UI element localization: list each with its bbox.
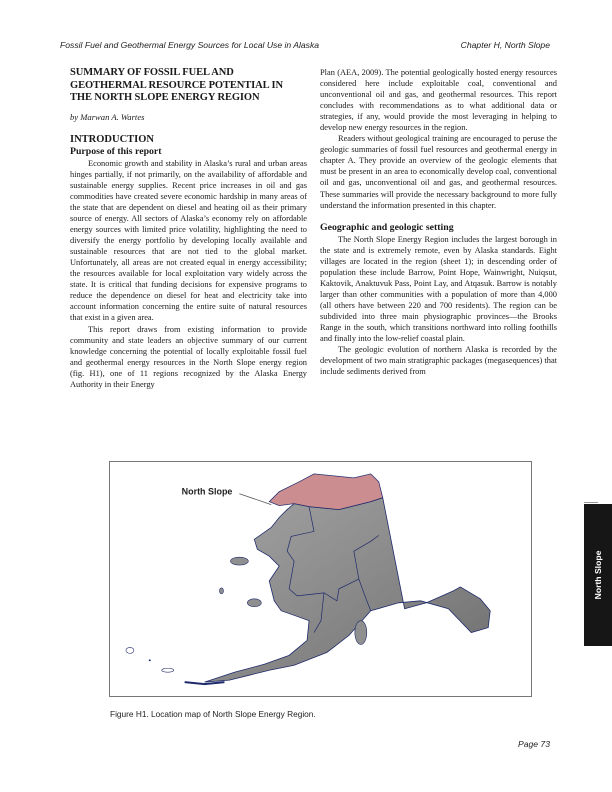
left-column — [70, 67, 307, 390]
paragraph-continued: Plan (AEA, 2009). The potential geologically hosted energy resources considered here include exploitable coal, conventional and unconventional oil and gas, and geothermal resources. This report concludes with recommendations as to what additional data or strategies, if any, would provide the most leveraging in helping to develop new energy resources in the region. — [320, 68, 557, 133]
chapter-side-tab — [584, 504, 612, 646]
article-title: SUMMARY OF FOSSIL FUEL AND GEOTHERMAL RESOURCE POTENTIAL IN THE NORTH SLOPE ENERGY REGION — [70, 67, 283, 104]
side-tab-rule — [584, 502, 598, 503]
figure-caption: Figure H1. Location map of North Slope Energy Region. — [110, 709, 316, 719]
paragraph: The North Slope Energy Region includes the largest borough in the state and is extremely remote, even by Alaska standards. Eight villages are located in the region (sheet 1); in descending order of population these include Barrow, Point Hope, Wainwright, Nuiqsut, Kaktovik, Anaktuvuk Pass, Point Lay, and Atqasuk. Barrow is notably larger than other communities with a population of more than 4,000 (all others have between 220 and 700 residents). The region can be subdivided into three main physiographic provinces—the Brooks Range in the south, which transitions northward into rolling foothills and finally into the low-relief coastal plain. — [320, 234, 557, 344]
right-column — [320, 67, 557, 377]
location-map-figure — [109, 461, 532, 697]
running-header-title: Fossil Fuel and Geothermal Energy Sources for Local Use in Alaska — [60, 40, 320, 50]
subsection-heading-geographic-setting: Geographic and geologic setting — [320, 221, 454, 233]
alaska-mainland — [205, 498, 491, 682]
running-header-chapter: Chapter H, North Slope — [460, 40, 550, 50]
side-tab-label: North Slope — [593, 550, 603, 600]
running-header — [60, 40, 550, 54]
subsection-heading-purpose: Purpose of this report — [70, 145, 162, 157]
page-number: Page 73 — [517, 739, 550, 749]
section-heading-introduction: INTRODUCTION — [70, 133, 155, 145]
alaska-map — [110, 462, 531, 696]
paragraph: Readers without geological training are encouraged to peruse the geologic summaries of fossil fuel resources and geothermal energy in chapter A. They provide an overview of the geologic elements that must be present in an area to economically develop coal, conventional oil and gas, unconventional oil and gas, and geothermal resources. These summaries will provide the necessary background to more fully understand the information presented in this chapter. — [320, 134, 557, 210]
paragraph: Economic growth and stability in Alaska’s rural and urban areas hinges partially, if not primarily, on the availability of affordable and sustainable energy supplies. Recent price increases in oil and gas commodities have created severe economic hardship in many areas of the state that are dependent on diesel and heating oil as their primary source of energy. All sectors of Alaska’s economy rely on affordable energy sources with limited price volatility, highlighting the need to diversify the energy portfolio by developing locally available and sustainable resources that are not tied to the global market. Unfortunately, all areas are not created equal in energy accessibility; the resources available for local exploitation vary widely across the state. It is critical that funding decisions for expensive programs to reduce the dependence on diesel for heat and electricity take into account information concerning the entire suite of natural resources that exist in a given area. — [70, 158, 307, 323]
map-label-north-slope: North Slope — [181, 486, 233, 497]
paragraph: This report draws from existing information to provide community and state leaders an objective summary of our current knowledge concerning the potential of locally exploitable fossil fuel and geothermal energy resources in the North Slope energy region (fig. H1), one of 11 regions recognized by the Alaska Energy Authority in their Energy — [70, 324, 307, 389]
author-byline: by Marwan A. Wartes — [70, 111, 145, 122]
paragraph: The geologic evolution of northern Alaska is recorded by the development of two main stratigraphic packages (megasequences) that include sediments derived from — [320, 345, 557, 377]
